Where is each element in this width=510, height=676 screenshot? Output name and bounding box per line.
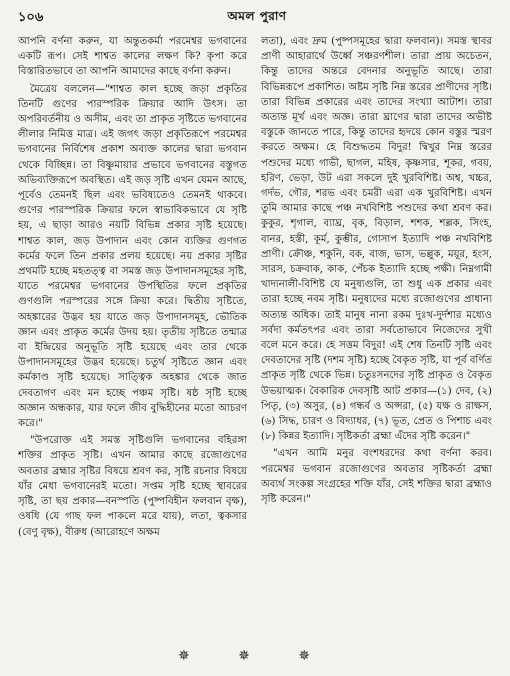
running-title: অমল পুরাণ [227,9,287,23]
paragraph: "এখন আমি মনুর বংশধরদের কথা বর্ণনা করব। পরমেশ্বর ভগবান রজোগুণের অবতার সৃষ্টিকর্তা ব্রহ্মা অব্যর্থ সংকল্প সংগ্রহের শক্তি যাঁর, সেই শক্তির দ্বারা ব্রহ্মাও সৃষ্টি করেন।" [261,448,492,506]
left-column [18,34,247,626]
paragraph: লতা), এবং দ্রুম (পুষ্পসমূহের দ্বারা ফলবান)। সমস্ত স্থাবর প্রাণী আহারার্থে উর্ধ্বে সঞ্চরণশীল। তারা প্রায় অচেতন, কিন্তু তাদের অন্তরে বেদনার অনুভূতি আছে। তারা বিভিন্নরূপে প্রকাশিত। অষ্টম সৃষ্টি নিম্ন স্তরের প্রাণীদের সৃষ্টি। তারা বিভিন্ন প্রকারের এবং তাদের সংখ্যা আটাশ। তারা অত্যন্ত মূর্খ এবং অজ্ঞ। তারা ঘ্রাণের দ্বারা তাদের অভীষ্ট বস্তুকে জানতে পারে, কিন্তু তাদের হৃদয়ে কোন বস্তুর স্মরণ করতে অক্ষম। হে বিশুদ্ধতম বিদুর! দ্বিখুর নিম্ন স্তরের পশুদের মধ্যে গাভী, ছাগল, মহিষ, কৃষ্ণসার, শূকর, গবয়, হরিণ, ভেড়া, উট এরা সকলে দুই খুরবিশিষ্ট। অশ্ব, খচ্চর, গর্দভ, গৌর, শরভ এবং চমরী এরা এক খুরবিশিষ্ট। এখন তুমি আমার কাছে পঞ্চ নখবিশিষ্ট পশুদের কথা শ্রবণ কর। কুকুর, শৃগাল, ব্যাঘ্র, বৃক, বিড়াল, শশক, শল্লক, সিংহ, বানর, হস্তী, কূর্ম, কুম্ভীর, গোসাপ ইত্যাদি পঞ্চ নখবিশিষ্ট প্রাণী। ক্রৌঞ্চ, শকুনি, বক, বাজ, ভাস, ভল্লুক, ময়ূর, হংস, সারস, চক্রবাক, কাক, পেঁচক ইত্যাদি হচ্ছে পক্ষী। নিম্নগামী খাদ্যনালী-বিশিষ্ট যে মনুষ্যগুলি, তা শুধু এক প্রকার এবং তারা হচ্ছে নবম সৃষ্টি। মনুষ্যদের মধ্যে রজোগুণের প্রাধান্য অত্যন্ত অধিক। তাই মানুষ নানা রকম দুঃখ-দুর্দশার মধ্যেও সর্বদা কর্মতৎপর এবং তারা সর্বতোভাবে নিজেদের সুখী বলে মনে করে। হে সত্তম বিদুর! এই শেষ তিনটি সৃষ্টি এবং দেবতাদের সৃষ্টি (দশম সৃষ্টি) হচ্ছে বৈকৃত সৃষ্টি, যা পূর্ব বর্ণিত প্রাকৃত সৃষ্টি থেকে ভিন্ন। চতুঃসনদের সৃষ্টি প্রাকৃত ও বৈকৃত উভয়াত্মক। বৈকারিক দেবসৃষ্টি আট প্রকার—(১) দেব, (২) পিতৃ, (৩) অসুর, (৪) গন্ধর্ব ও অপ্সরা, (৫) যক্ষ ও রাক্ষস, (৬) সিদ্ধ, চারণ ও বিদ্যাধর, (৭) ভূত, প্রেত ও পিশাচ এবং (৮) কিন্নর ইত্যাদি। সৃষ্টিকর্তা ব্রহ্মা এঁদের সৃষ্টি করেন।" [261,36,492,443]
paragraph: মৈত্রেয় বললেন—"শাশ্বত কাল হচ্ছে জড়া প্রকৃতির তিনটি গুণের পারস্পরিক ক্রিয়ার আদি উৎস। তা অপরিবর্তনীয় ও অসীম, এবং তা প্রাকৃত সৃষ্টিতে ভগবানের লীলার নিমিত্ত মাত্র। এই জগৎ জড়া প্রকৃতিরূপে পরমেশ্বর ভগবানের নির্বিশেষ প্রকাশ অব্যক্ত কালের দ্বারা ভগবান থেকে বিচ্ছিন্ন। তা বিষ্ণুমায়ার প্রভাবে ভগবানের বস্তুগত অভিব্যক্তিরূপে অবস্থিত। এই জড় সৃষ্টি এখন যেমন আছে, পূর্বেও তেমনই ছিল এবং ভবিষ্যতেও তেমনই থাকবে। গুণের পারস্পরিক ক্রিয়ার ফলে স্বাভাবিকভাবে যে সৃষ্টি হয়, এ ছাড়া আরও নয়টি বিভিন্ন প্রকার সৃষ্টি হয়েছে। শাশ্বত কাল, জড় উপাদান এবং কোন ব্যক্তির গুণগত কর্মের ফলে তিন প্রকার প্রলয় হয়েছে। নয় প্রকার সৃষ্টির প্রথমটি হচ্ছে মহতত্ত্ব বা সমস্ত জড় উপাদানসমূহের সৃষ্টি, যাতে পরমেশ্বর ভগবানের উপস্থিতির ফলে প্রকৃতির গুণগুলি পরস্পরের সঙ্গে ক্রিয়া করে। দ্বিতীয় সৃষ্টিতে, অহঙ্কারের উদ্ভব হয় যাতে জড় উপাদানসমূহ, ভৌতিক জ্ঞান এবং প্রাকৃত কর্মের উদয় হয়। তৃতীয় সৃষ্টিতে তন্মাত্র বা ইন্দ্রিয়ের অনুভূতি সৃষ্টি হয়েছে এবং তার থেকে উপাদানসমূহের উদ্ভব হয়েছে। চতুর্থ সৃষ্টিতে জ্ঞান এবং কর্মকাণ্ড সৃষ্টি হয়েছে। সাত্ত্বিক অহঙ্কার থেকে জাত দেবতাগণ এবং মন হচ্ছে পঞ্চম সৃষ্টি। ষষ্ঠ সৃষ্টি হচ্ছে অজ্ঞান অন্ধকার, যার ফলে জীব বুদ্ধিহীনের মতো আচরণ করে।" [18,83,247,430]
paragraph: আপনি বর্ণনা করুন, যা অন্তুতকর্মা পরমেশ্বর ভগবানের একটি রূপ। সেই শাশ্বত কালের লক্ষণ কি? কৃপা করে বিস্তারিতভাবে তা আপনি আমাদের কাছে বর্ণনা করুন। [18,36,247,78]
paragraph: "উপরোক্ত এই সমস্ত সৃষ্টিগুলি ভগবানের বহিরঙ্গা শক্তির প্রাকৃত সৃষ্টি। এখন আমার কাছে রজোগুণের অবতার ব্রহ্মার সৃষ্টির বিষয়ে শ্রবণ কর, সৃষ্টি রচনার বিষয়ে যাঁর মেধা ভগবানেরই মতো। সপ্তম সৃষ্টি হচ্ছে স্থাবরের সৃষ্টি, তা ছয় প্রকার—বনস্পতি (পুষ্পবিহীন ফলবান বৃক্ষ), ওষধি (যে গাছ ফল পাকলে মরে যায়), লতা, ত্বকসার (বেণু বৃক্ষ), বীরুধ (আরোহণে অক্ষম [18,435,247,538]
right-column [261,34,492,626]
page-number: ১০৬ [18,10,44,25]
page-header [18,6,496,28]
footer-ornament: ✵ ✵ ✵ [177,648,333,664]
